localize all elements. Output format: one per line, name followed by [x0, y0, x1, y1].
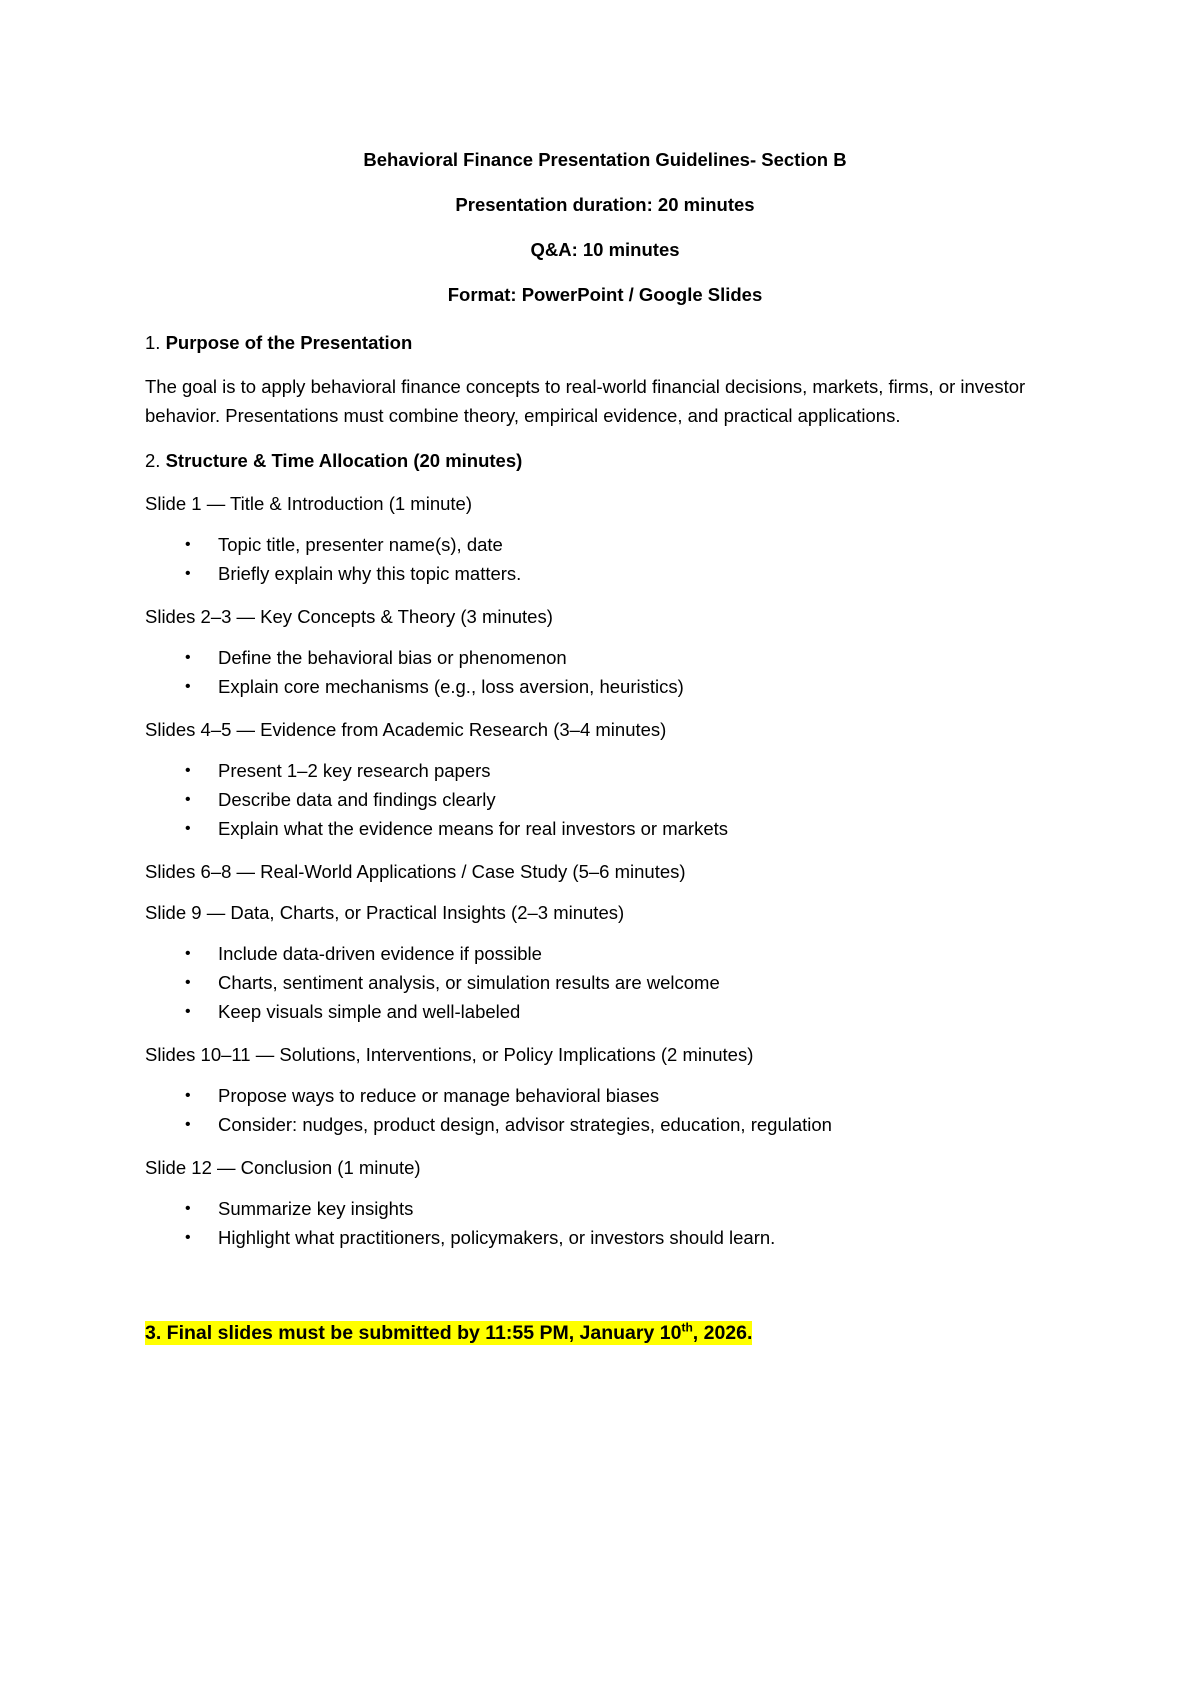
slide-label: Slides 6–8 — Real-World Applications / Case Study (5–6 minutes): [145, 861, 686, 882]
bullet-list: [145, 530, 1065, 588]
deadline-highlight: [145, 1321, 752, 1345]
bullet-icon: •: [185, 1003, 191, 1020]
list-item-text: Propose ways to reduce or manage behavioral biases: [218, 1085, 660, 1106]
purpose-paragraph: The goal is to apply behavioral finance concepts to real-world financial decisions, markets, firms, or investor behavior. Presentations must combine theory, empirical evidence, and practical applications.: [145, 376, 1026, 426]
slide-label: Slides 2–3 — Key Concepts & Theory (3 minutes): [145, 606, 553, 627]
list-item-text: Consider: nudges, product design, advisor strategies, education, regulation: [218, 1114, 832, 1135]
presentation-duration: Presentation duration: 20 minutes: [455, 194, 755, 215]
list-item-text: Describe data and findings clearly: [218, 789, 496, 810]
purpose-heading-text: Purpose of the Presentation: [165, 332, 413, 353]
slide-label: Slides 4–5 — Evidence from Academic Research (3–4 minutes): [145, 719, 667, 740]
structure-heading: [145, 449, 1065, 473]
bullet-icon: •: [185, 1116, 191, 1133]
list-item: [145, 814, 1065, 843]
purpose-number: 1.: [145, 332, 161, 353]
slide-label: Slides 10–11 — Solutions, Interventions, or Policy Implications (2 minutes): [145, 1044, 754, 1065]
presentation-format: Format: PowerPoint / Google Slides: [447, 284, 763, 305]
list-item: [145, 997, 1065, 1026]
list-item-text: Highlight what practitioners, policymakers, or investors should learn.: [218, 1227, 776, 1248]
list-item: [145, 672, 1065, 701]
list-item-text: Explain what the evidence means for real investors or markets: [218, 818, 729, 839]
list-item: [145, 1194, 1065, 1223]
structure-heading-text: Structure & Time Allocation (20 minutes): [165, 450, 523, 471]
list-item: [145, 1223, 1065, 1252]
document-title: Behavioral Finance Presentation Guidelines- Section B: [363, 149, 847, 170]
list-item-text: Charts, sentiment analysis, or simulation results are welcome: [218, 972, 720, 993]
list-item-text: Explain core mechanisms (e.g., loss aversion, heuristics): [218, 676, 684, 697]
list-item-text: Define the behavioral bias or phenomenon: [218, 647, 567, 668]
slide-label: Slide 12 — Conclusion (1 minute): [145, 1157, 421, 1178]
list-item: [145, 939, 1065, 968]
bullet-icon: •: [185, 678, 191, 695]
list-item-text: Include data-driven evidence if possible: [218, 943, 542, 964]
deadline-text: 3. Final slides must be submitted by 11:55 PM, January 10: [145, 1322, 682, 1344]
list-item: [145, 785, 1065, 814]
purpose-heading: [145, 331, 1065, 355]
list-item: [145, 1110, 1065, 1139]
document-content: [145, 148, 1065, 1366]
slide-label: Slide 9 — Data, Charts, or Practical Insights (2–3 minutes): [145, 902, 625, 923]
bullet-icon: •: [185, 762, 191, 779]
bullet-icon: •: [185, 1229, 191, 1246]
bullet-icon: •: [185, 565, 191, 582]
list-item: [145, 968, 1065, 997]
structure-number: 2.: [145, 450, 161, 471]
bullet-icon: •: [185, 945, 191, 962]
list-item-text: Summarize key insights: [218, 1198, 414, 1219]
bullet-list: [145, 1194, 1065, 1252]
list-item: [145, 756, 1065, 785]
bullet-icon: •: [185, 649, 191, 666]
bullet-icon: •: [185, 820, 191, 837]
list-item: [145, 1081, 1065, 1110]
bullet-icon: •: [185, 1087, 191, 1104]
list-item: [145, 530, 1065, 559]
deadline-year: , 2026.: [692, 1322, 753, 1344]
list-item-text: Topic title, presenter name(s), date: [218, 534, 503, 555]
bullet-list: [145, 939, 1065, 1026]
bullet-icon: •: [185, 536, 191, 553]
bullet-icon: •: [185, 791, 191, 808]
bullet-list: [145, 756, 1065, 843]
bullet-list: [145, 643, 1065, 701]
list-item-text: Keep visuals simple and well-labeled: [218, 1001, 521, 1022]
bullet-icon: •: [185, 974, 191, 991]
qa-duration: Q&A: 10 minutes: [530, 239, 680, 260]
list-item-text: Briefly explain why this topic matters.: [218, 563, 522, 584]
deadline-ordinal-suffix: th: [681, 1320, 693, 1335]
list-item: [145, 559, 1065, 588]
list-item: [145, 643, 1065, 672]
submission-deadline: [145, 1320, 1065, 1346]
list-item-text: Present 1–2 key research papers: [218, 760, 491, 781]
bullet-list: [145, 1081, 1065, 1139]
slide-label: Slide 1 — Title & Introduction (1 minute): [145, 493, 472, 514]
bullet-icon: •: [185, 1200, 191, 1217]
